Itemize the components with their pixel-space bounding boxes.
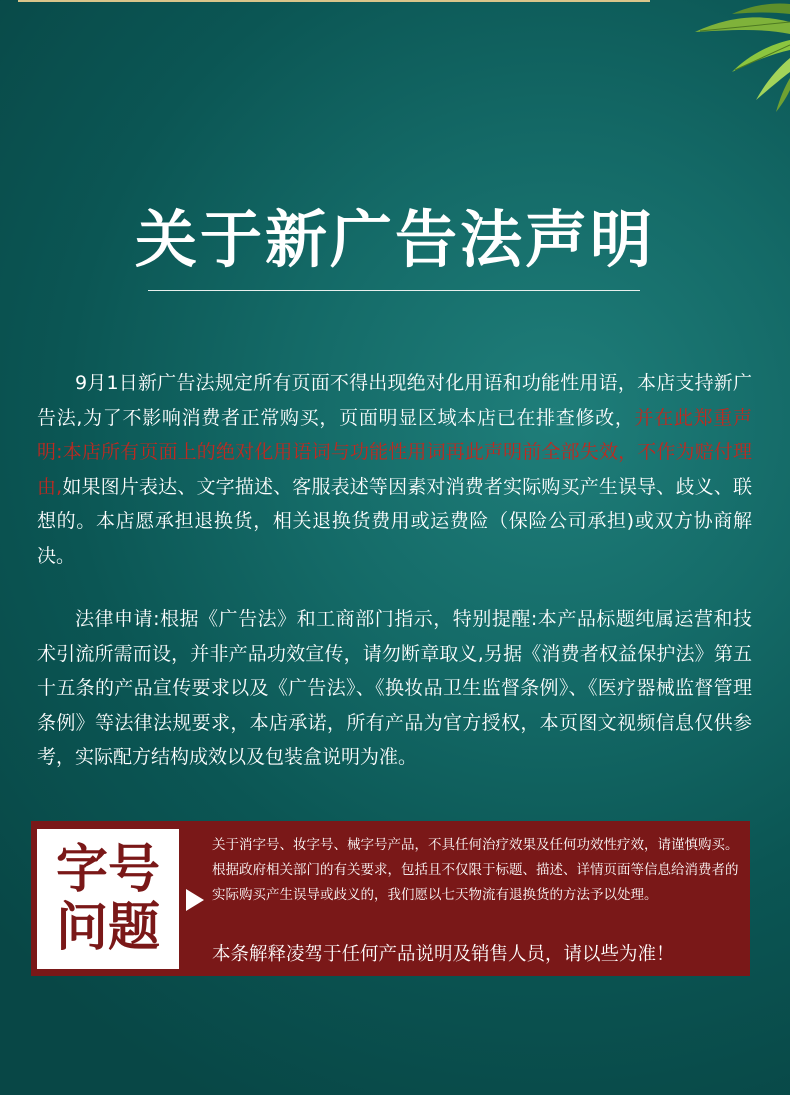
palm-leaf-icon xyxy=(640,0,790,115)
top-border-line xyxy=(18,0,650,2)
notice-label-line2: 问题 xyxy=(55,898,160,958)
title-divider xyxy=(148,290,640,291)
statement-text-start: 9月1日新广告法规定所有页面不得出现绝对化用语和功能性用语，本店支持新广告法,为了不影响消费者正常购买，页面明显区域本店已在排查修改， xyxy=(37,372,752,429)
license-notice-box xyxy=(31,821,750,976)
notice-label-box xyxy=(37,829,179,969)
triangle-arrow-icon xyxy=(186,889,204,911)
statement-paragraph xyxy=(37,366,752,573)
notice-label-line1: 字号 xyxy=(55,840,160,900)
notice-final-statement: 本条解释凌驾于任何产品说明及销售人员，请以些为准！ xyxy=(212,944,675,965)
legal-paragraph: 法律申请:根据《广告法》和工商部门指示，特别提醒:本产品标题纯属运营和技术引流所需而设，并非产品功效宣传，请勿断章取义,另据《消费者权益保护法》第五十五条的产品宣传要求以及《广告法》、《换妆品卫生监督条例》、《医疗器械监督管理条例》等法律法规要求，本店承诺，所有产品为官方授权，本页图文视频信息仅供参考，实际配方结构成效以及包装盒说明为准。 xyxy=(37,608,752,768)
statement-text-end: 如果图片表达、文字描述、客服表述等因素对消费者实际购买产生误导、歧义、联想的。本店愿承担退换货，相关退换货费用或运费险（保险公司承担)或双方协商解决。 xyxy=(37,475,752,567)
statement-highlight: 并在此郑重声明:本店所有页面上的绝对化用语词与功能性用词再此声明前全部失效，不作为赔付理由, xyxy=(37,406,752,498)
notice-text: 关于消字号、妆字号、械字号产品，不具任何治疗效果及任何功效性疗效，请谨慎购买。根据政府相关部门的有关要求，包括且不仅限于标题、描述、详情页面等信息给消费者的实际购买产生误导或歧义的，我们愿以七天物流有退换货的方法予以处理。 xyxy=(212,837,739,903)
page-title: 关于新广告法声明 xyxy=(134,203,655,276)
